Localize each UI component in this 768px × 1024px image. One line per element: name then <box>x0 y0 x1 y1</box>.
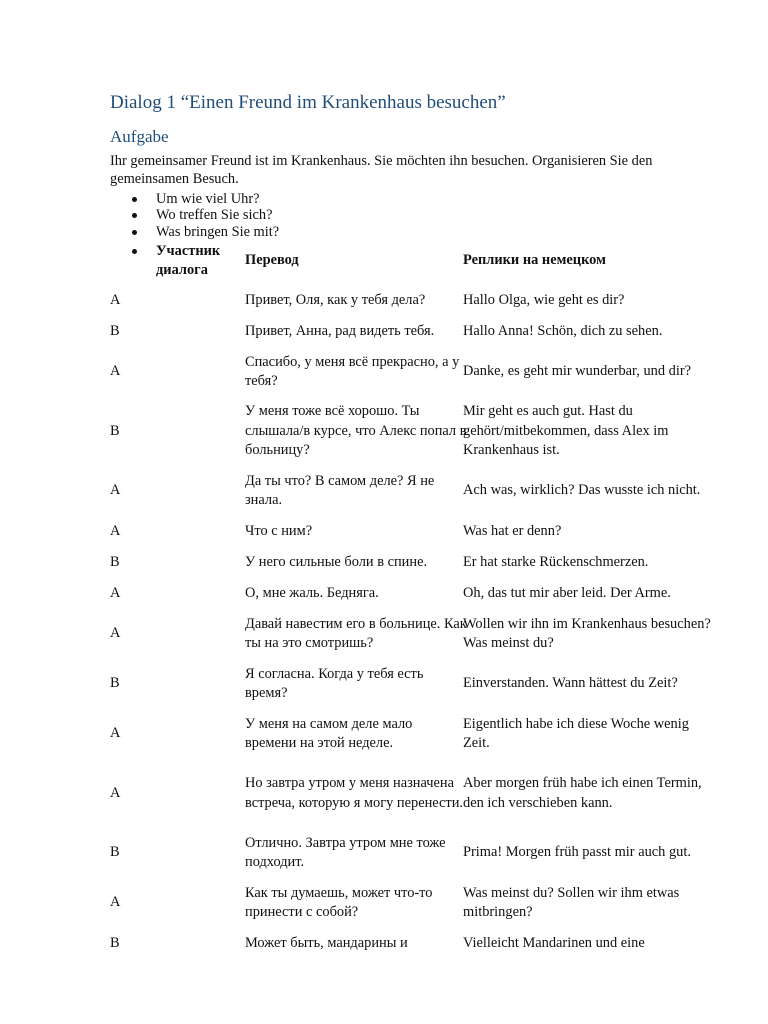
german-cell: Oh, das tut mir aber leid. Der Arme. <box>463 584 671 601</box>
list-item-text: Um wie viel Uhr? <box>156 191 260 207</box>
german-cell: Prima! Morgen früh passt mir auch gut. <box>463 844 691 861</box>
speaker-cell: A <box>110 625 121 642</box>
table-row <box>0 714 768 754</box>
german-cell: Ach was, wirklich? Das wusste ich nicht. <box>463 482 701 499</box>
table-row <box>0 764 768 823</box>
translation-cell: О, мне жаль. Бедняга. <box>245 584 379 601</box>
german-cell: Mir geht es auch gut. Hast du gehört/mitbekommen, dass Alex im Krankenhaus ist. <box>463 403 669 459</box>
speaker-cell: A <box>110 482 121 499</box>
translation-cell: Что с ним? <box>245 522 313 539</box>
table-row <box>0 583 768 604</box>
german-cell: Hallo Anna! Schön, dich zu sehen. <box>463 322 663 339</box>
translation-cell: Давай навестим его в больнице. Как ты на это смотришь? <box>245 615 467 651</box>
table-row <box>0 352 768 392</box>
translation-cell: Отлично. Завтра утром мне тоже подходит. <box>245 834 446 870</box>
table-row <box>0 521 768 542</box>
table-row <box>0 664 768 704</box>
list-item-text: Was bringen Sie mit? <box>156 224 280 240</box>
bullet-icon <box>132 249 137 254</box>
header-german: Реплики на немецком <box>463 252 606 268</box>
translation-cell: Привет, Оля, как у тебя дела? <box>245 291 426 308</box>
translation-cell: У него сильные боли в спине. <box>245 553 428 570</box>
speaker-cell: B <box>110 934 120 951</box>
table-row <box>0 833 768 873</box>
table-row <box>0 614 768 654</box>
speaker-cell: A <box>110 363 121 380</box>
speaker-cell: B <box>110 422 120 439</box>
list-item <box>130 223 330 241</box>
translation-cell: У меня на самом деле мало времени на этой неделе. <box>245 715 413 751</box>
speaker-cell: B <box>110 553 120 570</box>
german-cell: Danke, es geht mir wunderbar, und dir? <box>463 363 692 380</box>
speaker-cell: B <box>110 675 120 692</box>
speaker-cell: A <box>110 291 121 308</box>
german-cell: Vielleicht Mandarinen und eine <box>463 934 645 951</box>
german-cell: Hallo Olga, wie geht es dir? <box>463 291 625 308</box>
translation-cell: Спасибо, у меня всё прекрасно, а у тебя? <box>245 353 460 389</box>
table-row <box>0 321 768 342</box>
header-speaker: Участник диалога <box>156 243 221 278</box>
translation-cell: Привет, Анна, рад видеть тебя. <box>245 322 435 339</box>
translation-cell: Да ты что? В самом деле? Я не знала. <box>245 472 435 508</box>
german-cell: Eigentlich habe ich diese Woche wenig Zeit. <box>463 715 689 751</box>
task-heading: Aufgabe <box>110 127 169 146</box>
speaker-cell: A <box>110 784 121 801</box>
german-cell: Aber morgen früh habe ich einen Termin, den ich verschieben kann. <box>463 775 702 811</box>
speaker-cell: B <box>110 322 120 339</box>
table-row <box>0 552 768 573</box>
table-row <box>0 933 768 954</box>
translation-cell: Как ты думаешь, может что-то принести с собой? <box>245 884 433 920</box>
german-cell: Einverstanden. Wann hättest du Zeit? <box>463 675 678 692</box>
table-row <box>0 471 768 511</box>
speaker-cell: A <box>110 522 121 539</box>
speaker-cell: A <box>110 725 121 742</box>
bullet-icon <box>132 213 137 218</box>
header-translation: Перевод <box>245 252 299 268</box>
translation-cell: Может быть, мандарины и <box>245 934 408 951</box>
dialog-title: Dialog 1 “Einen Freund im Krankenhaus besuchen” <box>110 92 506 113</box>
german-cell: Was meinst du? Sollen wir ihm etwas mitbringen? <box>463 884 680 920</box>
table-row <box>0 290 768 311</box>
translation-cell: У меня тоже всё хорошо. Ты слышала/в курсе, что Алекс попал в больницу? <box>245 403 467 459</box>
german-cell: Wollen wir ihn im Krankenhaus besuchen? Was meinst du? <box>463 615 711 651</box>
german-cell: Was hat er denn? <box>463 522 562 539</box>
speaker-cell: A <box>110 894 121 911</box>
list-item <box>130 206 330 224</box>
translation-cell: Но завтра утром у меня назначена встреча, которую я могу перенести. <box>245 775 464 811</box>
bullet-icon <box>132 230 137 235</box>
translation-cell: Я согласна. Когда у тебя есть время? <box>245 665 424 701</box>
german-cell: Er hat starke Rückenschmerzen. <box>463 553 649 570</box>
bullet-icon <box>132 197 137 202</box>
list-item <box>130 242 240 280</box>
table-row <box>0 883 768 923</box>
list-item-text: Wo treffen Sie sich? <box>156 207 273 223</box>
speaker-cell: B <box>110 844 120 861</box>
task-description: Ihr gemeinsamer Freund ist im Krankenhaus. Sie möchten ihn besuchen. Organisieren Sie den gemeinsamen Besuch. <box>110 153 653 187</box>
table-row <box>0 402 768 461</box>
speaker-cell: A <box>110 584 121 601</box>
